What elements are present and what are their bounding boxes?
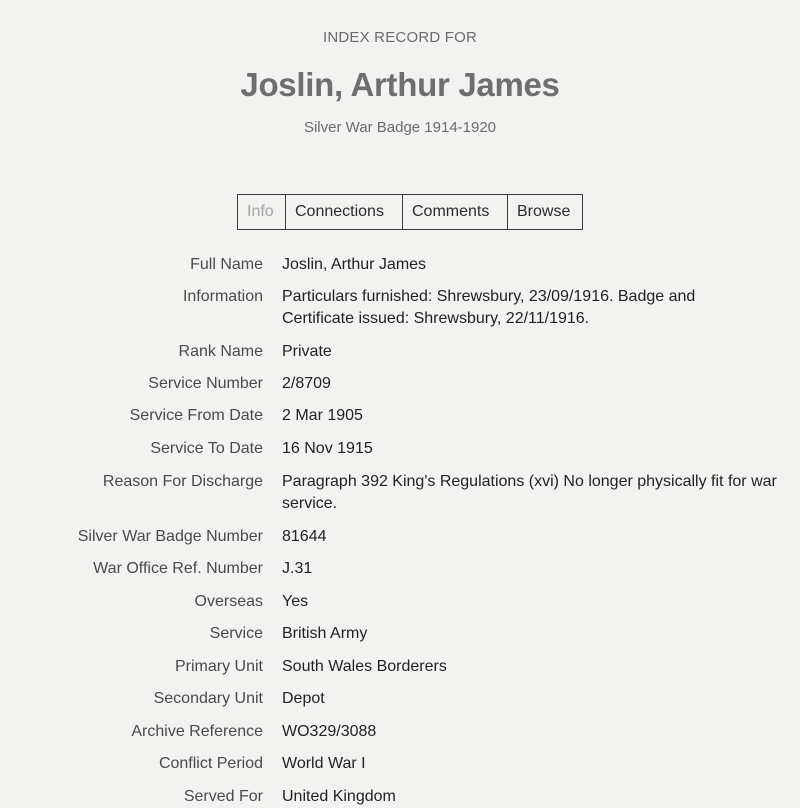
- field-label: Rank Name: [178, 343, 263, 360]
- field-value: Private: [282, 343, 332, 360]
- field-label: Full Name: [190, 256, 263, 273]
- field-value: Particulars furnished: Shrewsbury, 23/09/1916. Badge and Certificate issued: Shrewsbury, 22/11/1916.: [282, 288, 696, 327]
- field-label: Reason For Discharge: [102, 473, 263, 490]
- record-collection: Silver War Badge 1914-1920: [303, 119, 497, 136]
- field-label: Served For: [183, 788, 263, 805]
- field-value: Yes: [282, 593, 309, 610]
- record-tabs: [237, 194, 583, 230]
- field-label: Primary Unit: [174, 658, 263, 675]
- field-value: World War I: [282, 755, 366, 772]
- field-value: 16 Nov 1915: [282, 440, 373, 457]
- field-label: Archive Reference: [131, 723, 263, 740]
- record-eyebrow: INDEX RECORD FOR: [322, 29, 478, 46]
- field-value: 81644: [282, 528, 327, 545]
- field-value: United Kingdom: [282, 788, 396, 805]
- field-value: J.31: [282, 560, 313, 577]
- field-label: Information: [182, 288, 263, 305]
- field-value: British Army: [282, 625, 368, 642]
- field-value: South Wales Borderers: [282, 658, 447, 675]
- field-label: Service Number: [148, 375, 263, 392]
- tab-connections[interactable]: Connections: [286, 195, 403, 229]
- field-value: Paragraph 392 King's Regulations (xvi) No longer physically fit for war service.: [282, 473, 777, 512]
- field-label: Silver War Badge Number: [77, 528, 263, 545]
- field-label: Overseas: [194, 593, 263, 610]
- field-value: Joslin, Arthur James: [282, 256, 427, 273]
- field-value: WO329/3088: [282, 723, 377, 740]
- field-label: War Office Ref. Number: [93, 560, 263, 577]
- field-value: 2/8709: [282, 375, 331, 392]
- tab-info[interactable]: Info: [238, 195, 286, 229]
- field-label: Service From Date: [129, 407, 263, 424]
- tab-comments[interactable]: Comments: [403, 195, 508, 229]
- field-label: Conflict Period: [158, 755, 263, 772]
- page-title: Joslin, Arthur James: [240, 66, 560, 103]
- field-value: Depot: [282, 690, 325, 707]
- tab-browse[interactable]: Browse: [517, 203, 571, 220]
- field-value: 2 Mar 1905: [282, 407, 363, 424]
- field-label: Secondary Unit: [153, 690, 263, 707]
- field-label: Service: [209, 625, 263, 642]
- field-label: Service To Date: [150, 440, 263, 457]
